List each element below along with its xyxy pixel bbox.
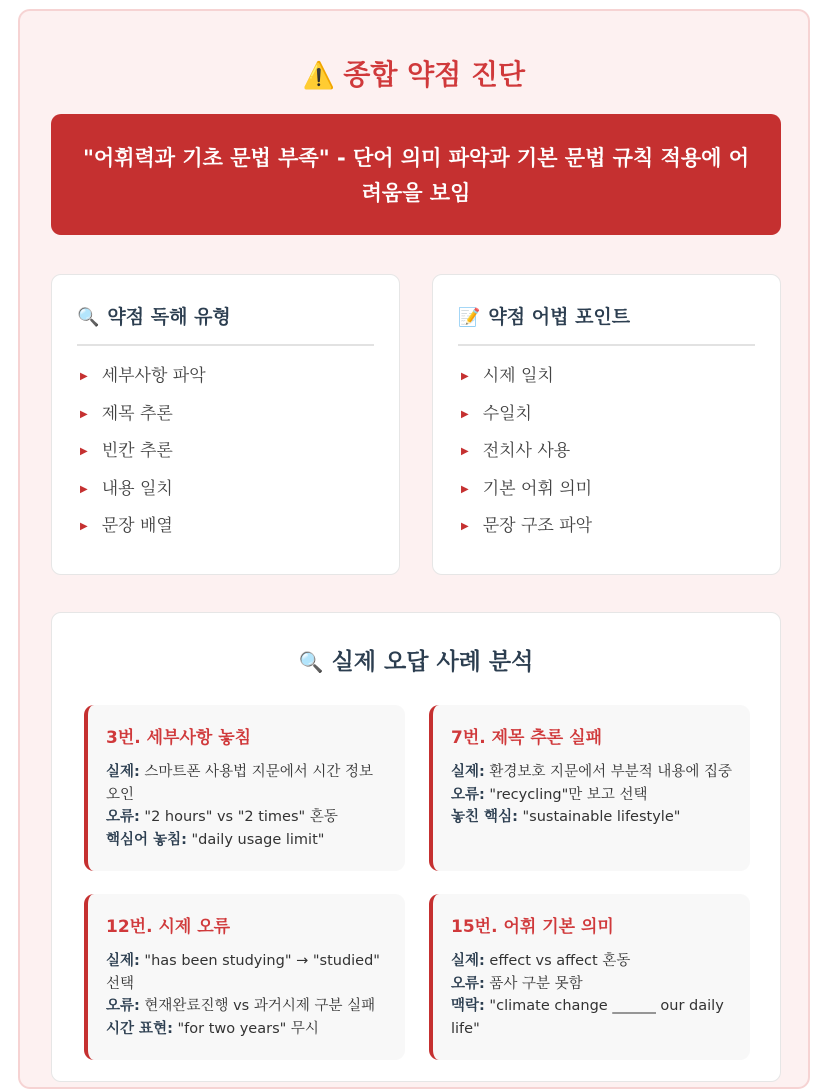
list-item: ▶ 문장 구조 파악 — [461, 516, 593, 536]
reading-weakness-card — [51, 274, 400, 575]
reading-card-title: 약점 독해 유형 — [107, 306, 231, 328]
case-line: 맥락: "climate change ______ our daily life" — [451, 998, 724, 1037]
bullet-triangle-icon: ▶ — [80, 446, 88, 457]
page-title — [20, 55, 808, 96]
bullet-triangle-icon: ▶ — [80, 483, 88, 495]
grammar-weakness-list — [461, 361, 592, 549]
bullet-triangle-icon: ▶ — [461, 521, 469, 532]
grammar-card-header — [458, 299, 755, 346]
error-case-card — [84, 894, 405, 1060]
case-line: 오류: 현재완료진행 vs 과거시제 구분 실패 — [106, 998, 376, 1014]
reading-card-header — [77, 299, 374, 346]
case-line: 놓친 핵심: "sustainable lifestyle" — [451, 809, 681, 825]
analysis-title — [52, 645, 780, 679]
case-title: 7번. 제목 추론 실패 — [451, 728, 602, 748]
list-item: ▶ 기본 어휘 의미 — [461, 478, 593, 499]
bullet-triangle-icon: ▶ — [461, 408, 469, 420]
bullet-triangle-icon: ▶ — [80, 521, 88, 532]
case-line: 실제: "has been studying" → "studied" 선택 — [106, 953, 380, 992]
bullet-triangle-icon: ▶ — [461, 446, 469, 457]
case-line: 오류: "2 hours" vs "2 times" 혼동 — [106, 809, 338, 825]
reading-weakness-list — [80, 361, 206, 549]
case-line: 핵심어 놓침: "daily usage limit" — [106, 831, 325, 848]
bullet-triangle-icon: ▶ — [80, 371, 88, 382]
error-case-card — [429, 894, 750, 1060]
list-item: ▶ 문장 배열 — [80, 516, 173, 536]
page-title-text: 종합 약점 진단 — [343, 58, 526, 91]
magnifier-icon: 🔍 — [77, 307, 100, 328]
case-line: 실제: 스마트폰 사용법 지문에서 시간 정보 오인 — [106, 764, 373, 803]
error-case-card — [429, 705, 750, 871]
error-analysis-section — [51, 612, 781, 1082]
diagnosis-summary: "어휘력과 기초 문법 부족" - 단어 의미 파악과 기본 문법 규칙 적용에 어려움을 보임 — [51, 114, 781, 235]
list-item: ▶ 수일치 — [461, 403, 532, 424]
grammar-card-title: 약점 어법 포인트 — [488, 306, 631, 328]
list-item: ▶ 세부사항 파악 — [80, 366, 206, 386]
diagnosis-panel — [18, 9, 810, 1089]
bullet-triangle-icon: ▶ — [461, 483, 469, 495]
error-case-card — [84, 705, 405, 871]
magnifier-icon: 🔍 — [298, 650, 324, 674]
case-title: 3번. 세부사항 놓침 — [106, 728, 252, 748]
list-item: ▶ 내용 일치 — [80, 478, 173, 499]
memo-icon: 📝 — [458, 307, 481, 328]
list-item: ▶ 시제 일치 — [461, 366, 554, 386]
list-item: ▶ 제목 추론 — [80, 403, 173, 424]
list-item: ▶ 빈칸 추론 — [80, 441, 173, 461]
case-line: 실제: effect vs affect 혼동 — [451, 953, 631, 969]
case-line: 시간 표현: "for two years" 무시 — [106, 1020, 319, 1037]
analysis-title-text: 실제 오답 사례 분석 — [331, 649, 534, 675]
bullet-triangle-icon: ▶ — [461, 371, 469, 382]
case-line: 오류: "recycling"만 보고 선택 — [451, 786, 648, 803]
case-line: 오류: 품사 구분 못함 — [451, 975, 583, 992]
case-title: 12번. 시제 오류 — [106, 917, 231, 937]
case-title: 15번. 어휘 기본 의미 — [451, 917, 614, 937]
warning-icon: ⚠️ — [302, 61, 336, 91]
list-item: ▶ 전치사 사용 — [461, 441, 571, 461]
case-line: 실제: 환경보호 지문에서 부분적 내용에 집중 — [451, 764, 732, 780]
bullet-triangle-icon: ▶ — [80, 408, 88, 420]
grammar-weakness-card — [432, 274, 781, 575]
